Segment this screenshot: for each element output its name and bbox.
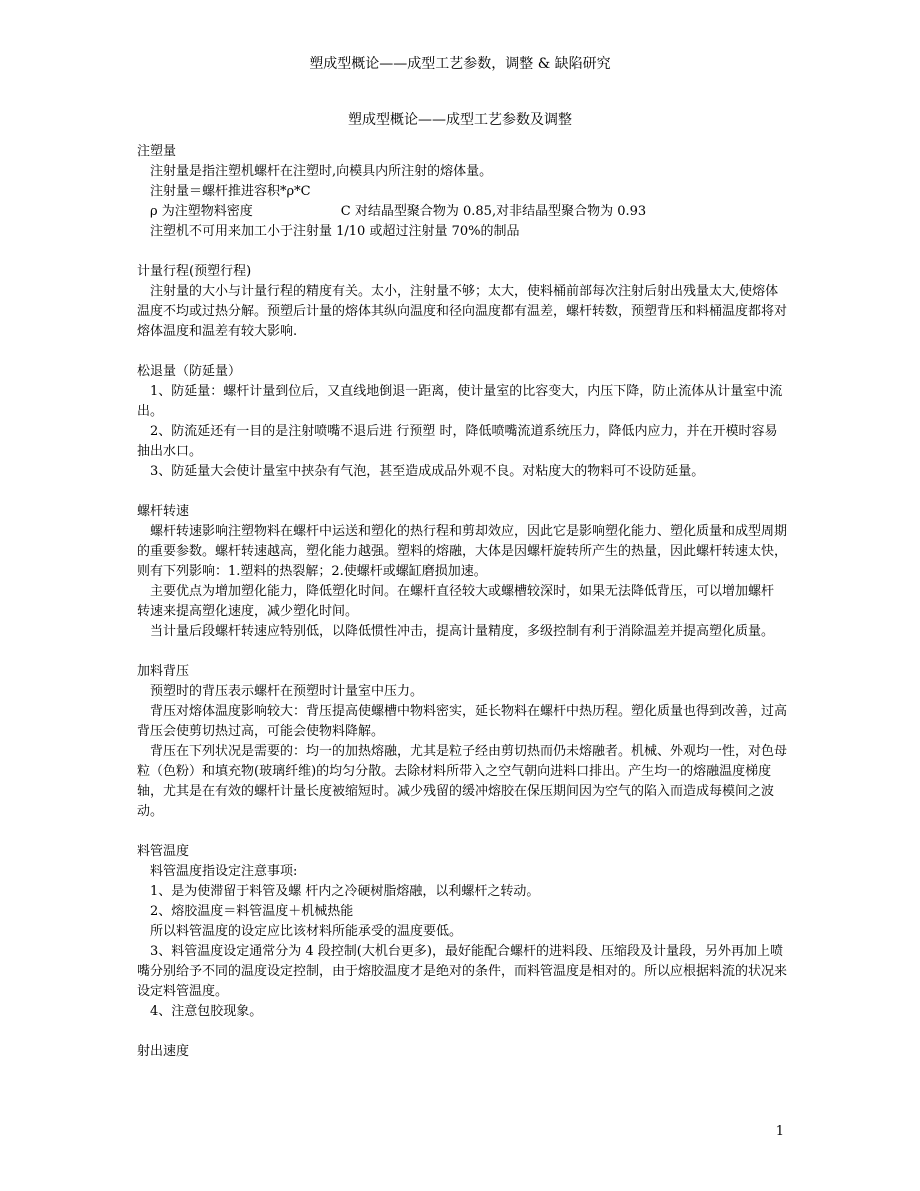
paragraph: 当计量后段螺杆转速应特别低，以降低惯性冲击，提高计量精度，多级控制有利于消除温差并提高塑化质量。 [150,624,775,639]
paragraph: 料管温度指设定注意事项: [150,864,298,879]
document-body [137,142,787,1062]
section-heading-injection-volume: 注塑量 [137,144,177,159]
formula-line: 注射量＝螺杆推进容积*ρ*C [150,184,311,199]
document-title: 塑成型概论——成型工艺参数及调整 [348,112,572,128]
section-heading-decompression: 松退量（防延量） [137,364,242,379]
paragraph: 2、熔胶温度＝料管温度＋机械热能 [150,904,354,919]
paragraph: 1、防延量：螺杆计量到位后，又直线地倒退一距离，使计量室的比容变大，内压下降，防止流体从计量室中流出。 [137,384,783,419]
paragraph: 2、防流延还有一目的是注射喷嘴不退后进 行预塑 时，降低喷嘴流道系统压力，降低内应力，并在开模时容易抽出水口。 [137,424,778,459]
paragraph: 注塑机不可用来加工小于注射量 1/10 或超过注射量 70%的制品 [150,224,520,239]
paragraph: 背压在下列状况是需要的：均一的加热熔融，尤其是粒子经由剪切热而仍未熔融者。机械、外观均一性，对色母粒（色粉）和填充物(玻璃纤维)的均匀分散。去除材料所带入之空气朝向进料口排出。产生均一的熔融温度梯度轴，尤其是在有效的螺杆计量长度被缩短时。减少残留的缓冲熔胶在保压期间因为空气的陷入而造成每模间之波动。 [137,744,788,819]
paragraph: 所以料管温度的设定应比该材料所能承受的温度要低。 [150,924,463,939]
paragraph: 3、料管温度设定通常分为 4 段控制(大机台更多)，最好能配合螺杆的进料段、压缩段及计量段，另外再加上喷嘴分别给予不同的温度设定控制，由于熔胶温度才是绝对的条件，而料管温度是相对的。所以应根据料流的状况来设定料管温度。 [137,944,788,999]
section-heading-metering-stroke: 计量行程(预塑行程) [137,264,252,279]
section-heading-back-pressure: 加料背压 [137,664,190,679]
paragraph: 3、防延量大会使计量室中挟杂有气泡，甚至造成成品外观不良。对粘度大的物料可不设防延量。 [150,464,705,479]
running-header: 塑成型概论——成型工艺参数，调整 & 缺陷研究 [309,56,611,72]
section-heading-injection-speed: 射出速度 [137,1044,190,1059]
paragraph: 注射量的大小与计量行程的精度有关。太小，注射量不够；太大，使料桶前部每次注射后射出残量太大,使熔体温度不均或过热分解。预塑后计量的熔体其纵向温度和径向温度都有温差，螺杆转数，预塑背压和料桶温度都将对熔体温度和温差有较大影响. [137,284,788,339]
paragraph: 4、注意包胶现象。 [150,1004,263,1019]
density-right-text: C 对结晶型聚合物为 0.85,对非结晶型聚合物为 0.93 [340,204,647,219]
paragraph: 注射量是指注塑机螺杆在注塑时,向模具内所注射的熔体量。 [150,164,493,179]
page-number: 1 [775,1124,784,1139]
density-left-text: ρ 为注塑物料密度 [150,204,253,219]
paragraph: 螺杆转速影响注塑物料在螺杆中运送和塑化的热行程和剪却效应，因此它是影响塑化能力、塑化质量和成型周期的重要参数。螺杆转速越高，塑化能力越强。塑料的熔融，大体是因螺杆旋转所产生的热量，因此螺杆转速太快，则有下列影响：1.塑料的热裂解；2.使螺杆或螺缸磨损加速。 [137,524,788,579]
paragraph: 主要优点为增加塑化能力，降低塑化时间。在螺杆直径较大或螺槽较深时，如果无法降低背压，可以增加螺杆 转速来提高塑化速度，减少塑化时间。 [137,584,775,619]
paragraph: 1、是为使滞留于料管及螺 杆内之冷硬树脂熔融，以利螺杆之转动。 [150,884,540,899]
section-heading-screw-speed: 螺杆转速 [137,504,190,519]
density-line [137,202,787,222]
paragraph: 背压对熔体温度影响较大：背压提高使螺槽中物料密实，延长物料在螺杆中热历程。塑化质量也得到改善，过高背压会使剪切热过高，可能会使物料降解。 [137,704,788,739]
paragraph: 预塑时的背压表示螺杆在预塑时计量室中压力。 [150,684,424,699]
section-heading-barrel-temperature: 料管温度 [137,844,190,859]
